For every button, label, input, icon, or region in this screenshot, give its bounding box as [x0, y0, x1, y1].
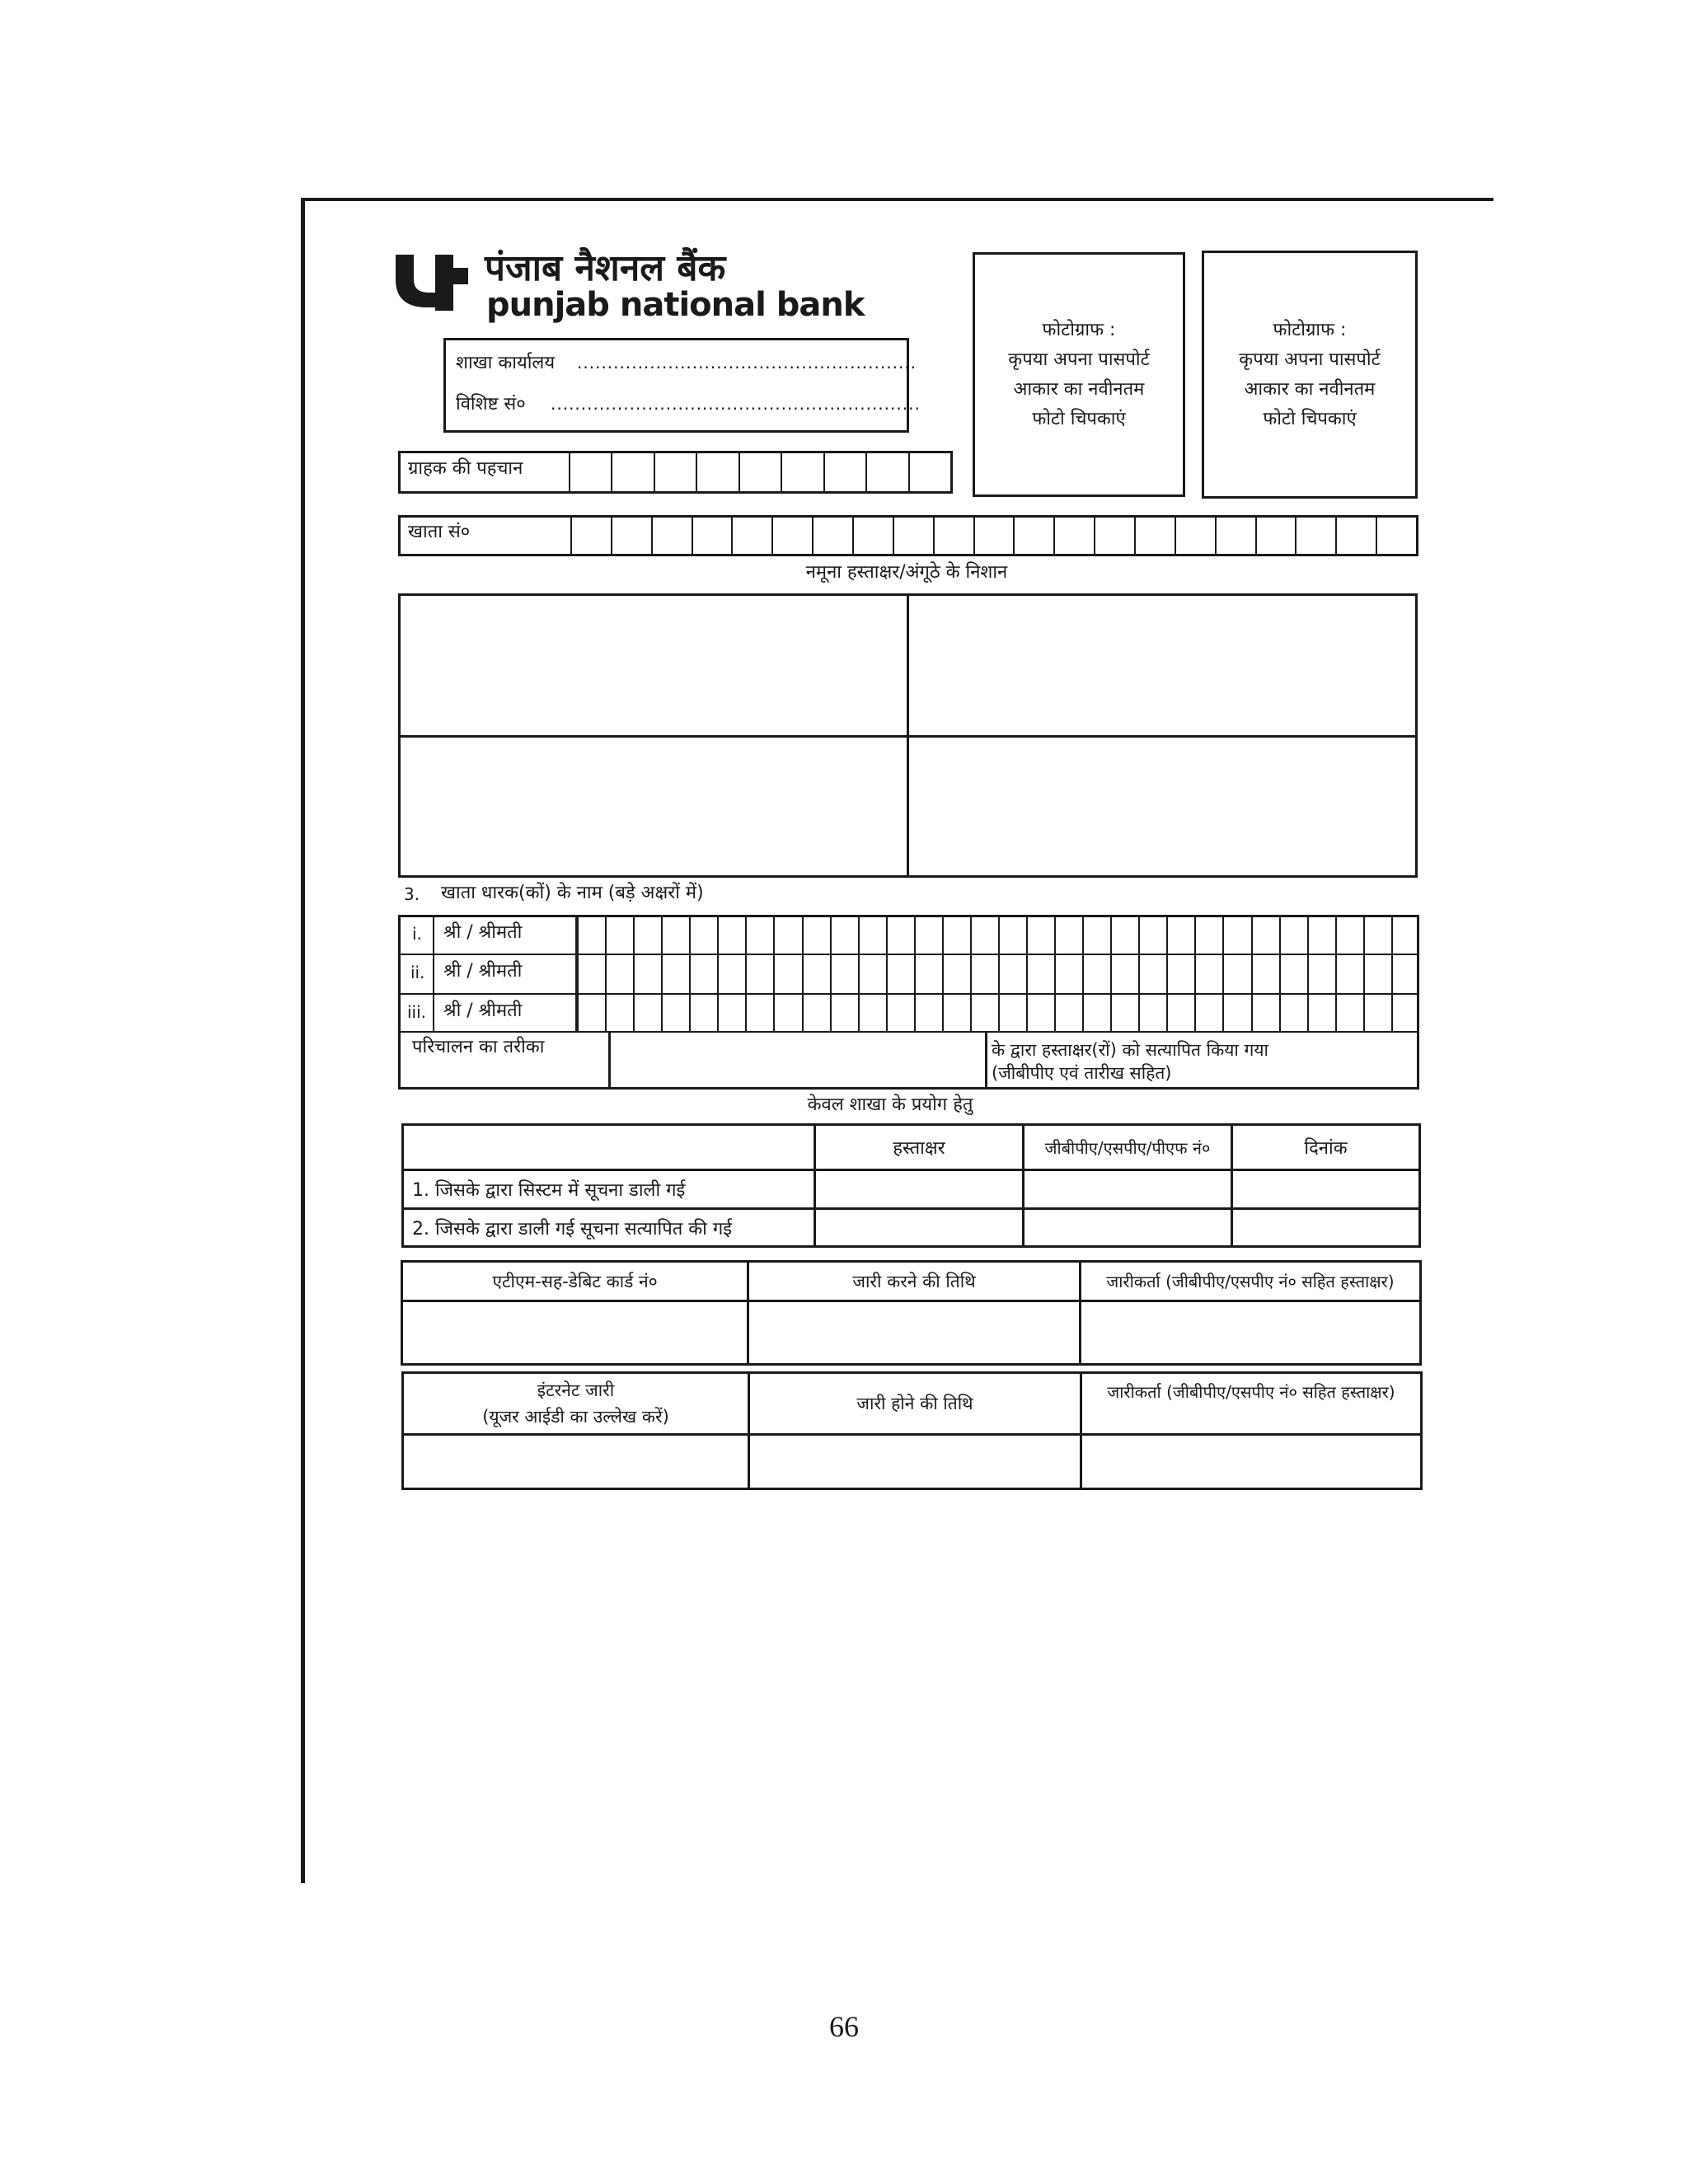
internet-col-issued-line1: इंटरनेट जारी — [537, 1380, 615, 1400]
branch-use-col-gbpa: जीबीपीए/एसपीए/पीएफ नं० — [1024, 1125, 1232, 1170]
branch-use-row1-label: 1. जिसके द्वारा सिस्टम में सूचना डाली गई — [403, 1170, 815, 1209]
operation-mode-label: परिचालन का तरीका — [412, 1037, 545, 1057]
photo-box-2-line4: फोटो चिपकाएं — [1263, 408, 1357, 429]
holder-3-index: iii. — [407, 1002, 427, 1022]
attested-line-2: (जीबीपीए एवं तारीख सहित) — [992, 1063, 1172, 1083]
photo-box-1-line4: फोटो चिपकाएं — [1032, 408, 1126, 429]
signature-box-3[interactable] — [400, 737, 908, 877]
holder-3-name-cells[interactable] — [577, 995, 1419, 1031]
signature-box-1[interactable] — [400, 595, 908, 737]
atm-col-issuer: जारीकर्ता (जीबीपीए/एसपीए नं० सहित हस्ताक्षर) — [1081, 1262, 1421, 1301]
photo-box-2-line1: फोटोग्राफ : — [1273, 319, 1347, 340]
special-no-label: विशिष्ट सं० — [456, 394, 526, 415]
holder-1-label: श्री / श्रीमती — [443, 922, 523, 943]
internet-user-id-field[interactable] — [403, 1435, 749, 1489]
operation-sep-1 — [608, 1031, 611, 1090]
special-no-dots: ............................................................. — [551, 394, 921, 414]
branch-use-row2-label: 2. जिसके द्वारा डाली गई सूचना सत्यापित की गई — [403, 1209, 815, 1247]
photo-box-2 — [1202, 251, 1418, 499]
internet-issuer-field[interactable] — [1081, 1435, 1422, 1489]
atm-issue-date-field[interactable] — [748, 1301, 1081, 1365]
signature-box-2[interactable] — [908, 595, 1417, 737]
operation-mode-field[interactable] — [612, 1033, 984, 1088]
holder-2-label: श्री / श्रीमती — [443, 961, 523, 982]
customer-id-label: ग्राहक की पहचान — [408, 458, 523, 479]
pnb-logo — [396, 251, 468, 311]
holder-2-index: ii. — [410, 963, 425, 982]
photo-box-1-line3: आकार का नवीनतम — [1013, 378, 1145, 400]
branch-use-row1-date[interactable] — [1232, 1170, 1420, 1209]
branch-use-col-signature: हस्ताक्षर — [815, 1125, 1024, 1170]
internet-col-issued-line2: (यूजर आईडी का उल्लेख करें) — [482, 1407, 669, 1427]
page-left-rule — [301, 198, 305, 1883]
account-no-cells[interactable] — [570, 518, 1416, 554]
logo-hindi-text: पंजाब नैशनल बैंक — [485, 247, 726, 289]
branch-use-row2-signature[interactable] — [815, 1209, 1024, 1247]
internet-col-issuer: जारीकर्ता (जीबीपीए/एसपीए नं० सहित हस्ताक्षर) — [1081, 1373, 1422, 1435]
branch-use-blank-header — [403, 1125, 815, 1170]
branch-use-heading: केवल शाखा के प्रयोग हेतु — [807, 1094, 973, 1115]
photo-box-1-line1: फोटोग्राफ : — [1042, 319, 1116, 340]
branch-use-row1-signature[interactable] — [815, 1170, 1024, 1209]
account-no-label: खाता सं० — [408, 522, 471, 542]
photo-box-2-line2: कृपया अपना पासपोर्ट — [1239, 349, 1381, 370]
customer-id-cells[interactable] — [569, 453, 950, 491]
branch-use-row1-gbpa[interactable] — [1024, 1170, 1232, 1209]
holders-number: 3. — [404, 884, 420, 904]
holder-3-label: श्री / श्रीमती — [443, 1001, 523, 1021]
branch-use-table — [401, 1123, 1421, 1248]
attested-line-1: के द्वारा हस्ताक्षर(रों) को सत्यापित किया गया — [992, 1040, 1268, 1060]
specimen-signature-grid — [398, 593, 1418, 878]
signature-box-4[interactable] — [908, 737, 1417, 877]
photo-box-2-line3: आकार का नवीनतम — [1244, 378, 1376, 400]
atm-card-no-field[interactable] — [402, 1301, 748, 1365]
atm-col-issue-date: जारी करने की तिथि — [748, 1262, 1081, 1301]
atm-col-card-no: एटीएम-सह-डेबिट कार्ड नं० — [402, 1262, 748, 1301]
operation-sep-2 — [985, 1031, 987, 1090]
holder-1-name-cells[interactable] — [577, 915, 1419, 954]
holders-row-sep-3 — [398, 1031, 1419, 1033]
holders-index-sep — [433, 915, 434, 1033]
internet-issue-date-field[interactable] — [749, 1435, 1081, 1489]
branch-use-row2-gbpa[interactable] — [1024, 1209, 1232, 1247]
branch-office-dots: ........................................................ — [577, 353, 917, 373]
photo-box-1 — [973, 252, 1185, 497]
branch-office-label: शाखा कार्यालय — [456, 353, 556, 373]
logo-english-text: punjab national bank — [486, 286, 865, 324]
atm-card-table — [401, 1260, 1422, 1366]
holder-2-name-cells[interactable] — [577, 955, 1419, 993]
branch-use-row2-date[interactable] — [1232, 1209, 1420, 1247]
specimen-signature-heading: नमूना हस्ताक्षर/अंगूठे के निशान — [805, 562, 1008, 583]
branch-use-col-date: दिनांक — [1232, 1125, 1420, 1170]
holder-1-index: i. — [412, 924, 422, 944]
photo-box-1-line2: कृपया अपना पासपोर्ट — [1008, 349, 1150, 370]
internet-col-issue-date: जारी होने की तिथि — [749, 1373, 1081, 1435]
internet-col-issued — [403, 1373, 749, 1435]
internet-table — [401, 1371, 1423, 1490]
holders-heading: खाता धारक(कों) के नाम (बड़े अक्षरों में) — [441, 883, 704, 903]
atm-issuer-field[interactable] — [1081, 1301, 1421, 1365]
pnb-logo-icon — [396, 251, 468, 311]
page-top-rule — [301, 198, 1493, 201]
page-number: 66 — [829, 2010, 859, 2043]
